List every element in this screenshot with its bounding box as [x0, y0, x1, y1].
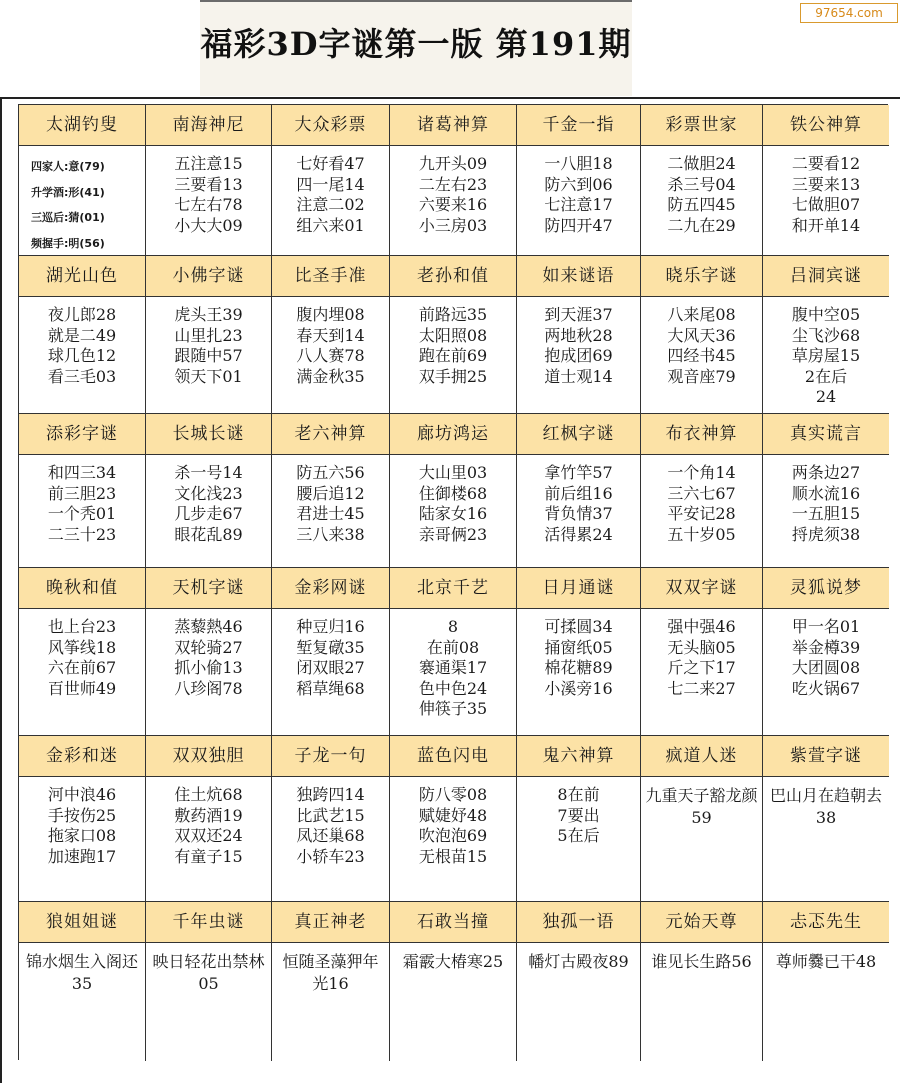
riddle-line: 满金秋35: [296, 366, 365, 386]
column-title: 千金一指: [517, 105, 641, 146]
riddle-line: 吃火锅67: [791, 678, 861, 698]
riddle-line: 恒随圣藻狎年光16: [282, 952, 379, 993]
column-title: 如来谜语: [517, 256, 641, 297]
riddle-line: 8: [447, 617, 459, 636]
riddle-line: 5在后: [557, 826, 600, 845]
riddle-cell: [146, 943, 272, 1061]
riddle-line: 尘飞沙68: [791, 325, 861, 345]
riddle-line: 种豆归16: [296, 617, 365, 636]
riddle-line: 映日轻花出禁林05: [152, 952, 265, 993]
column-title: 湖光山色: [19, 256, 146, 297]
riddle-line: 大风天36: [667, 325, 736, 345]
column-title: 小佛字谜: [146, 256, 272, 297]
riddle-line: 防四开47: [544, 215, 613, 235]
riddle-line: 前后组16: [544, 483, 613, 503]
riddle-line: 手按伤25: [47, 805, 117, 825]
riddle-line: 六在前67: [47, 658, 117, 677]
riddle-line: 四家人:意(79): [31, 160, 105, 173]
riddle-cell: [19, 297, 146, 414]
riddle-line: 强中强46: [667, 617, 736, 636]
riddle-cell: [272, 297, 390, 414]
page-title: 福彩3D字谜第一版 第191期: [200, 25, 632, 63]
riddle-line: 平安记28: [667, 504, 736, 523]
riddle-line: 七做胆07: [791, 195, 861, 214]
column-title: 大众彩票: [272, 105, 390, 146]
riddle-line: 也上台23: [47, 617, 117, 636]
riddle-cell: [641, 777, 763, 902]
riddle-cell: [517, 146, 641, 256]
riddle-line: 背负情37: [544, 504, 613, 523]
riddle-line: 甲一名01: [791, 617, 861, 636]
column-title: 长城长谜: [146, 414, 272, 455]
column-title: 紫萱字谜: [763, 736, 889, 777]
riddle-line: 二三十23: [47, 524, 117, 544]
riddle-line: 一个角14: [667, 463, 736, 482]
riddle-cell: [19, 777, 146, 902]
riddle-line: 一个秃01: [47, 504, 117, 523]
riddle-line: 六要来16: [418, 195, 488, 214]
riddle-line: 凤还巢68: [296, 826, 365, 845]
riddle-line: 七好看47: [296, 154, 365, 173]
column-title: 布衣神算: [641, 414, 763, 455]
riddle-line: 百世师49: [47, 678, 117, 698]
column-title: 独孤一语: [517, 902, 641, 943]
riddle-line: 五注意15: [174, 154, 243, 173]
riddle-cell: [641, 455, 763, 568]
riddle-line: 褰通渠17: [418, 658, 488, 677]
column-title: 真正神老: [272, 902, 390, 943]
riddle-line: 二要看12: [791, 154, 861, 173]
column-title: 南海神尼: [146, 105, 272, 146]
riddle-line: 小轿车23: [296, 846, 365, 866]
riddle-line: 七左右78: [174, 195, 243, 214]
riddle-line: 八来尾08: [667, 305, 736, 324]
riddle-line: 到天涯37: [544, 305, 613, 324]
column-title: 彩票世家: [641, 105, 763, 146]
riddle-line: 九开头09: [418, 154, 488, 173]
riddle-line: 有童子15: [174, 846, 243, 866]
riddle-cell: [272, 609, 390, 736]
column-title: 元始天尊: [641, 902, 763, 943]
riddle-line: 24: [815, 387, 837, 406]
riddle-line: 堑复礅35: [296, 637, 365, 657]
riddle-line: 伸筷子35: [418, 699, 488, 718]
riddle-cell: [272, 146, 390, 256]
riddle-line: 色中色24: [418, 678, 488, 698]
riddle-line: 二左右23: [418, 174, 488, 194]
riddle-line: 霜霰大椿寒25: [402, 952, 504, 971]
riddle-line: 双手拥25: [418, 366, 488, 386]
riddle-cell: [641, 297, 763, 414]
riddle-line: 道士观14: [544, 366, 613, 386]
column-title: 吕洞宾谜: [763, 256, 889, 297]
riddle-cell: [272, 455, 390, 568]
riddle-line: 球几色12: [47, 346, 117, 365]
riddle-line: 捋虎须38: [791, 524, 861, 544]
column-title: 晓乐字谜: [641, 256, 763, 297]
riddle-line: 可揉圆34: [544, 617, 613, 636]
riddle-line: 频握手:明(56): [31, 236, 105, 250]
riddle-line: 和开单14: [791, 215, 861, 235]
riddle-line: 举金樽39: [791, 637, 861, 657]
riddle-line: 锦水烟生入阁还35: [25, 952, 138, 993]
column-title: 狼姐姐谜: [19, 902, 146, 943]
riddle-line: 住土炕68: [174, 785, 243, 804]
riddle-cell: [763, 609, 889, 736]
riddle-line: 斤之下17: [667, 658, 736, 677]
riddle-line: 亲哥俩23: [418, 524, 488, 544]
riddle-line: 吹泡泡69: [418, 826, 488, 845]
riddle-line: 杀三号04: [667, 174, 736, 194]
riddle-cell: [641, 146, 763, 256]
riddle-cell: [146, 297, 272, 414]
riddle-line: 三八来38: [296, 524, 365, 544]
riddle-cell: [517, 609, 641, 736]
riddle-line: 两地秋28: [544, 325, 613, 345]
riddle-line: 加速跑17: [47, 846, 117, 866]
riddle-line: 棉花糖89: [544, 658, 613, 677]
riddle-cell: [390, 455, 517, 568]
riddle-line: 抱成团69: [544, 346, 613, 365]
riddle-line: 无根苗15: [418, 846, 488, 866]
riddle-line: 在前08: [426, 637, 480, 657]
riddle-line: 风筝线18: [47, 637, 117, 657]
riddle-line: 防六到06: [544, 174, 613, 194]
riddle-line: 河中浪46: [47, 785, 117, 804]
riddle-line: 两条边27: [791, 463, 861, 482]
riddle-line: 八珍阁78: [174, 678, 243, 698]
riddle-line: 三要来13: [791, 174, 861, 194]
riddle-line: 五十岁05: [667, 524, 736, 544]
riddle-line: 看三毛03: [47, 366, 117, 386]
column-title: 双双独胆: [146, 736, 272, 777]
column-title: 真实谎言: [763, 414, 889, 455]
riddle-line: 注意二02: [296, 195, 365, 214]
riddle-line: 观音座79: [667, 366, 736, 386]
column-title: 灵狐说梦: [763, 568, 889, 609]
column-title: 红枫字谜: [517, 414, 641, 455]
riddle-line: 三巡后:猜(01): [31, 211, 105, 224]
riddle-cell: [390, 297, 517, 414]
riddle-line: 小大大09: [174, 215, 243, 235]
riddle-line: 前三胆23: [47, 483, 117, 503]
riddle-line: 四经书45: [667, 346, 736, 365]
riddle-line: 7要出: [557, 805, 600, 825]
riddle-line: 虎头王39: [174, 305, 243, 324]
riddle-line: 幡灯古殿夜89: [528, 952, 629, 971]
riddle-line: 大团圆08: [791, 658, 861, 677]
riddle-line: 抓小偷13: [174, 658, 243, 677]
riddle-line: 稻草绳68: [296, 678, 365, 698]
riddle-cell: [146, 455, 272, 568]
riddle-line: 七二来27: [667, 678, 736, 698]
column-title: 晚秋和值: [19, 568, 146, 609]
riddle-line: 三要看13: [174, 174, 243, 194]
column-title: 天机字谜: [146, 568, 272, 609]
riddle-cell: [641, 609, 763, 736]
riddle-cell: [763, 146, 889, 256]
riddle-line: 山里扎23: [174, 325, 243, 345]
riddle-line: 腹内埋08: [296, 305, 365, 324]
riddle-line: 防五四45: [667, 195, 736, 214]
riddle-line: 升学酒:形(41): [31, 185, 105, 199]
column-title: 金彩和迷: [19, 736, 146, 777]
riddle-line: 二九在29: [667, 215, 736, 235]
riddle-cell: [146, 777, 272, 902]
riddle-line: 谁见长生路56: [651, 952, 752, 971]
riddle-line: 组六来01: [296, 215, 365, 235]
riddle-cell: [146, 146, 272, 256]
riddle-line: 夜儿郎28: [47, 305, 117, 324]
column-title: 老孙和值: [390, 256, 517, 297]
riddle-line: 眼花乱89: [174, 524, 243, 544]
riddle-line: 大山里03: [418, 463, 488, 482]
riddle-line: 一五胆15: [791, 504, 861, 523]
riddle-line: 就是二49: [47, 325, 117, 345]
riddle-cell: [19, 943, 146, 1061]
column-title: 廊坊鸿运: [390, 414, 517, 455]
column-title: 双双字谜: [641, 568, 763, 609]
riddle-line: 比武艺15: [296, 805, 365, 825]
riddle-line: 春天到14: [296, 325, 365, 345]
riddle-line: 拿竹竿57: [544, 463, 613, 482]
riddle-line: 活得累24: [544, 524, 613, 544]
riddle-line: 八人赛78: [296, 346, 365, 365]
column-title: 添彩字谜: [19, 414, 146, 455]
riddle-line: 小溪旁16: [544, 678, 613, 698]
column-title: 金彩网谜: [272, 568, 390, 609]
riddle-line: 太阳照08: [418, 325, 488, 345]
riddle-line: 赋婕妤48: [418, 805, 488, 825]
riddle-line: 拖家口08: [47, 826, 117, 845]
riddle-line: 住御楼68: [418, 483, 488, 503]
riddle-cell: [763, 943, 889, 1061]
riddle-line: 独跨四14: [296, 785, 365, 804]
column-title: 子龙一句: [272, 736, 390, 777]
riddle-line: 顺水流16: [791, 483, 861, 503]
column-title: 日月通谜: [517, 568, 641, 609]
riddle-cell: [272, 943, 390, 1061]
column-title: 诸葛神算: [390, 105, 517, 146]
riddle-line: 防八零08: [418, 785, 488, 804]
column-title: 千年虫谜: [146, 902, 272, 943]
riddle-line: 腹中空05: [791, 305, 861, 324]
riddle-line: 2在后: [804, 366, 848, 386]
column-title: 疯道人迷: [641, 736, 763, 777]
riddle-cell: [390, 777, 517, 902]
riddle-line: 杀一号14: [174, 463, 243, 482]
riddle-line: 巴山月在趋朝去38: [769, 786, 882, 827]
riddle-cell: [517, 297, 641, 414]
riddle-line: 捅窗纸05: [544, 637, 613, 657]
watermark-badge: 97654.com: [800, 3, 898, 23]
riddle-cell: [390, 943, 517, 1061]
riddle-line: 领天下01: [174, 366, 243, 386]
riddle-line: 敷药酒19: [174, 805, 243, 825]
title-divider: [200, 0, 632, 2]
riddle-line: 双双还24: [174, 826, 243, 845]
riddle-cell: [19, 609, 146, 736]
column-title: 北京千艺: [390, 568, 517, 609]
riddle-cell: [19, 146, 146, 256]
riddle-line: 四一尾14: [296, 174, 365, 194]
column-title: 铁公神算: [763, 105, 889, 146]
riddle-cell: [272, 777, 390, 902]
riddle-line: 文化浅23: [174, 483, 243, 503]
riddle-line: 七注意17: [544, 195, 613, 214]
riddle-line: 和四三34: [47, 463, 117, 482]
riddle-cell: [763, 297, 889, 414]
riddle-line: 防五六56: [296, 463, 365, 482]
riddle-cell: [517, 777, 641, 902]
riddle-line: 几步走67: [174, 504, 243, 523]
riddle-cell: [390, 609, 517, 736]
riddle-line: 双轮骑27: [174, 637, 243, 657]
riddle-line: 尊师爨已干48: [775, 952, 877, 971]
riddle-line: 腰后追12: [296, 483, 365, 503]
riddle-line: 二做胆24: [667, 154, 736, 173]
column-title: 比圣手准: [272, 256, 390, 297]
riddle-grid: [18, 104, 888, 1060]
riddle-line: 跟随中57: [174, 346, 243, 365]
riddle-cell: [517, 455, 641, 568]
column-title: 太湖钓叟: [19, 105, 146, 146]
riddle-cell: [146, 609, 272, 736]
column-title: 鬼六神算: [517, 736, 641, 777]
riddle-line: 小三房03: [418, 215, 488, 235]
riddle-line: 跑在前69: [418, 346, 488, 365]
riddle-line: 草房屋15: [791, 346, 861, 365]
column-title: 石敢当撞: [390, 902, 517, 943]
riddle-cell: [763, 455, 889, 568]
riddle-cell: [763, 777, 889, 902]
riddle-line: 8在前: [557, 785, 600, 804]
riddle-line: 无头脑05: [667, 637, 736, 657]
riddle-line: 蒸藜熱46: [174, 617, 243, 636]
riddle-cell: [19, 455, 146, 568]
riddle-line: 陆家女16: [418, 504, 488, 523]
column-title: 老六神算: [272, 414, 390, 455]
column-title: 忐忑先生: [763, 902, 889, 943]
riddle-cell: [517, 943, 641, 1061]
riddle-line: 前路远35: [418, 305, 488, 324]
riddle-line: 闭双眼27: [296, 658, 365, 677]
riddle-cell: [390, 146, 517, 256]
riddle-cell: [641, 943, 763, 1061]
riddle-line: 九重天子豁龙颜59: [645, 786, 758, 827]
column-title: 蓝色闪电: [390, 736, 517, 777]
riddle-line: 一八胆18: [544, 154, 613, 173]
riddle-line: 三六七67: [667, 483, 736, 503]
riddle-line: 君进士45: [296, 504, 365, 523]
